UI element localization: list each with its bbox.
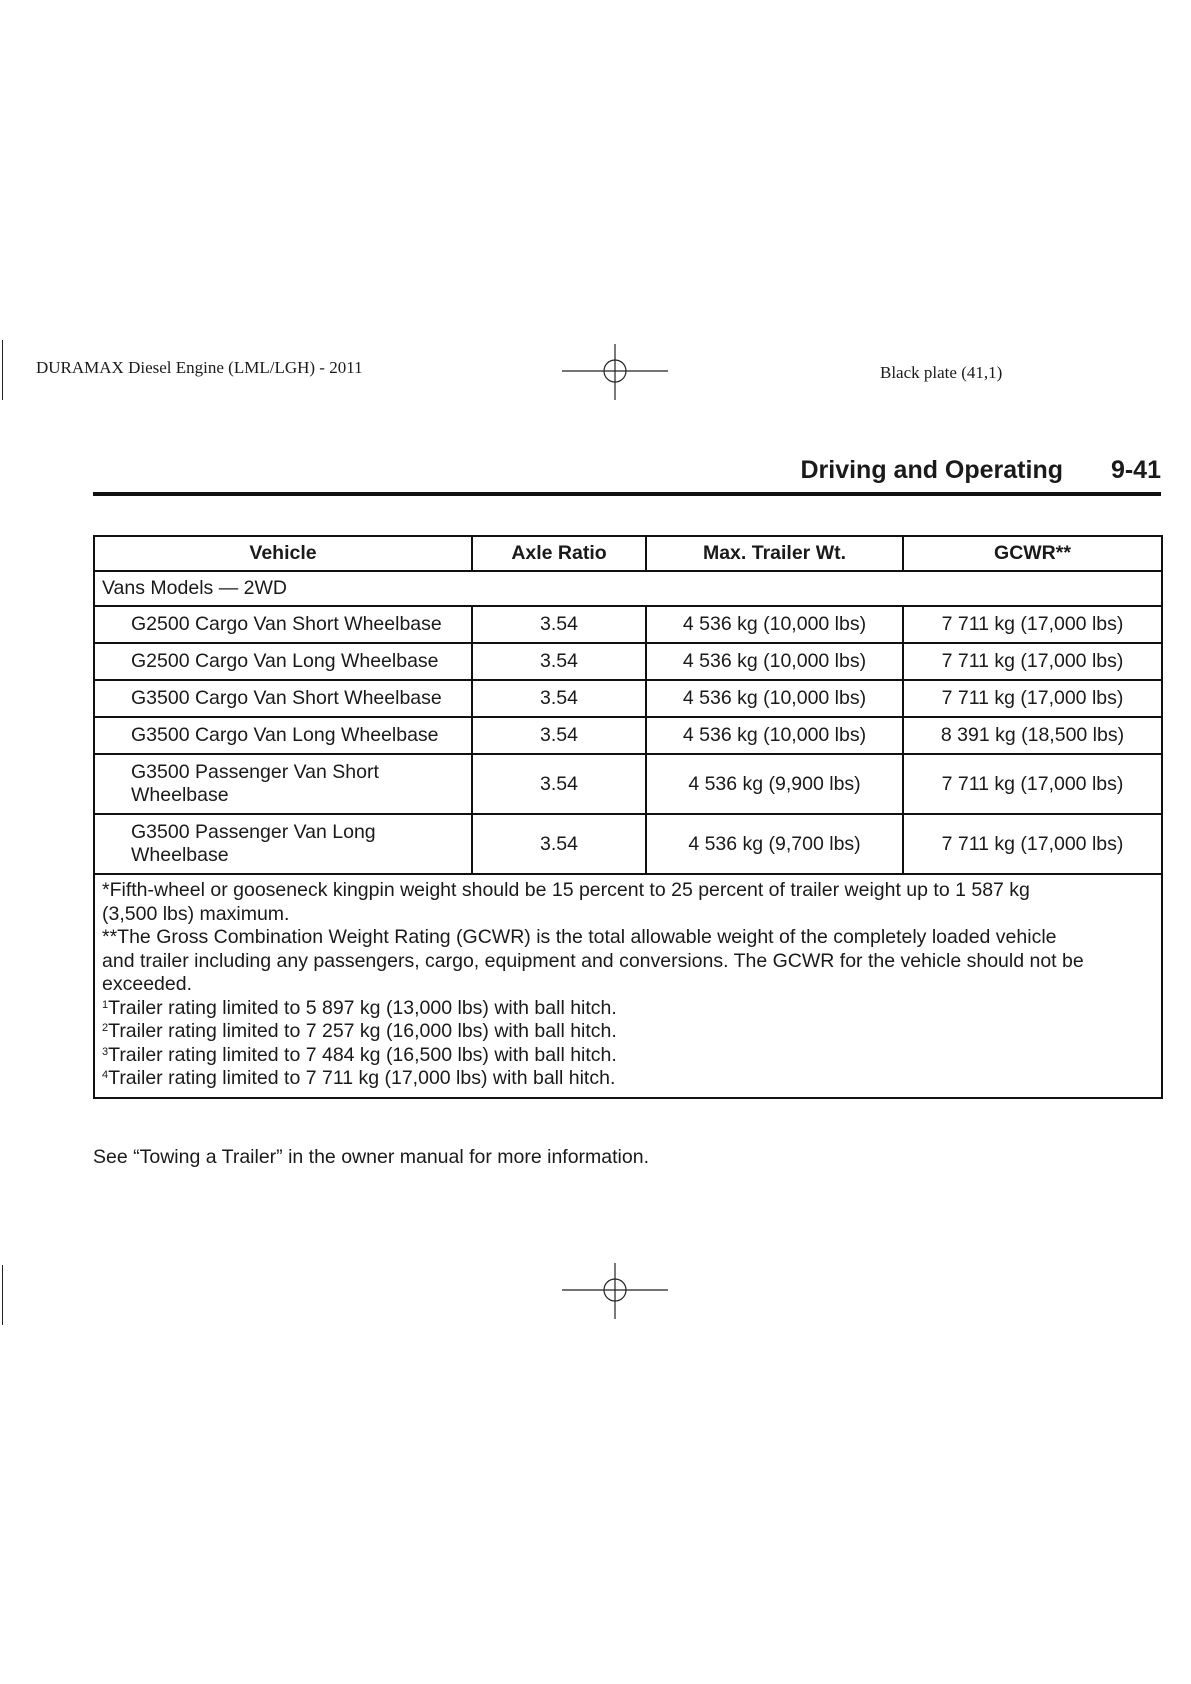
table-row bbox=[94, 680, 1162, 717]
vehicle-cell: G2500 Cargo Van Long Wheelbase bbox=[94, 643, 472, 680]
max-trailer-weight-cell: 4 536 kg (10,000 lbs) bbox=[646, 643, 903, 680]
category-label: Vans Models — 2WD bbox=[94, 571, 1162, 606]
table-row bbox=[94, 606, 1162, 643]
vehicle-name-line: Wheelbase bbox=[131, 784, 229, 806]
footnote-text: Trailer rating limited to 7 257 kg (16,000 lbs) with ball hitch. bbox=[108, 1020, 617, 1042]
table-row bbox=[94, 814, 1162, 874]
max-trailer-weight-cell: 4 536 kg (10,000 lbs) bbox=[646, 680, 903, 717]
max-trailer-weight-cell: 4 536 kg (9,900 lbs) bbox=[646, 754, 903, 814]
table-notes bbox=[94, 874, 1162, 1098]
max-trailer-weight-cell: 4 536 kg (9,700 lbs) bbox=[646, 814, 903, 874]
crop-mark-bottom-left bbox=[2, 1265, 3, 1325]
gcwr-cell: 7 711 kg (17,000 lbs) bbox=[903, 606, 1162, 643]
column-header-gcwr: GCWR** bbox=[903, 536, 1162, 571]
footnote bbox=[102, 997, 1154, 1021]
footnote bbox=[102, 1020, 1154, 1044]
notes-row bbox=[94, 874, 1162, 1098]
axle-ratio-cell: 3.54 bbox=[472, 643, 646, 680]
gcwr-cell: 7 711 kg (17,000 lbs) bbox=[903, 754, 1162, 814]
category-row bbox=[94, 571, 1162, 606]
plate-info-right: Black plate (41,1) bbox=[880, 363, 1003, 382]
note-gcwr-line: exceeded. bbox=[102, 973, 192, 995]
see-also-text: See “Towing a Trailer” in the owner manual for more information. bbox=[93, 1146, 649, 1168]
gcwr-cell: 7 711 kg (17,000 lbs) bbox=[903, 814, 1162, 874]
registration-mark-top bbox=[562, 344, 668, 400]
note-fifth-wheel-line: (3,500 lbs) maximum. bbox=[102, 902, 290, 925]
footnote-mark: 1 bbox=[102, 998, 109, 1011]
gcwr-cell: 7 711 kg (17,000 lbs) bbox=[903, 680, 1162, 717]
table-row bbox=[94, 717, 1162, 754]
vehicle-cell: G3500 Cargo Van Long Wheelbase bbox=[94, 717, 472, 754]
vehicle-name-line: G3500 Passenger Van Short bbox=[131, 761, 379, 783]
footnote-text: Trailer rating limited to 5 897 kg (13,000 lbs) with ball hitch. bbox=[108, 996, 617, 1019]
footnote-mark: 3 bbox=[102, 1045, 109, 1058]
gcwr-cell: 7 711 kg (17,000 lbs) bbox=[903, 643, 1162, 680]
column-header-vehicle: Vehicle bbox=[94, 536, 472, 571]
vehicle-cell bbox=[94, 754, 472, 814]
axle-ratio-cell: 3.54 bbox=[472, 754, 646, 814]
vehicle-name-line: Wheelbase bbox=[131, 844, 229, 866]
trailer-weight-table bbox=[93, 535, 1163, 1099]
registration-mark-bottom bbox=[562, 1263, 668, 1319]
note-gcwr-line: **The Gross Combination Weight Rating (GCWR) is the total allowable weight of the completely loaded vehicle bbox=[102, 926, 1057, 948]
max-trailer-weight-cell: 4 536 kg (10,000 lbs) bbox=[646, 606, 903, 643]
max-trailer-weight-cell: 4 536 kg (10,000 lbs) bbox=[646, 717, 903, 754]
vehicle-cell: G3500 Cargo Van Short Wheelbase bbox=[94, 680, 472, 717]
table-row bbox=[94, 643, 1162, 680]
table-row bbox=[94, 754, 1162, 814]
note-fifth-wheel-line: *Fifth-wheel or gooseneck kingpin weight should be 15 percent to 25 percent of trailer weight up to 1 587 kg bbox=[102, 879, 1030, 901]
column-header-axle-ratio: Axle Ratio bbox=[472, 536, 646, 571]
axle-ratio-cell: 3.54 bbox=[472, 680, 646, 717]
footnote-mark: 4 bbox=[102, 1069, 109, 1081]
vehicle-cell: G2500 Cargo Van Short Wheelbase bbox=[94, 606, 472, 643]
axle-ratio-cell: 3.54 bbox=[472, 814, 646, 874]
vehicle-name-line: G3500 Passenger Van Long bbox=[131, 821, 376, 843]
vehicle-cell bbox=[94, 814, 472, 874]
footnote bbox=[102, 1044, 1154, 1068]
axle-ratio-cell: 3.54 bbox=[472, 606, 646, 643]
table-header-row bbox=[94, 536, 1162, 571]
footnote bbox=[102, 1067, 1154, 1091]
footnote-text: Trailer rating limited to 7 711 kg (17,000 lbs) with ball hitch. bbox=[108, 1067, 616, 1089]
page-header bbox=[93, 454, 1161, 496]
page-number: 9-41 bbox=[1110, 456, 1161, 484]
column-header-max-trailer-weight: Max. Trailer Wt. bbox=[646, 536, 903, 571]
note-gcwr-line: and trailer including any passengers, cargo, equipment and conversions. The GCWR for the vehicle should not be bbox=[102, 949, 1084, 972]
gcwr-cell: 8 391 kg (18,500 lbs) bbox=[903, 717, 1162, 754]
plate-info-left: DURAMAX Diesel Engine (LML/LGH) - 2011 bbox=[36, 358, 363, 377]
axle-ratio-cell: 3.54 bbox=[472, 717, 646, 754]
crop-mark-top-left bbox=[2, 340, 3, 400]
section-title: Driving and Operating bbox=[800, 456, 1063, 484]
footnote-text: Trailer rating limited to 7 484 kg (16,500 lbs) with ball hitch. bbox=[108, 1043, 617, 1066]
footnote-mark: 2 bbox=[102, 1022, 109, 1034]
